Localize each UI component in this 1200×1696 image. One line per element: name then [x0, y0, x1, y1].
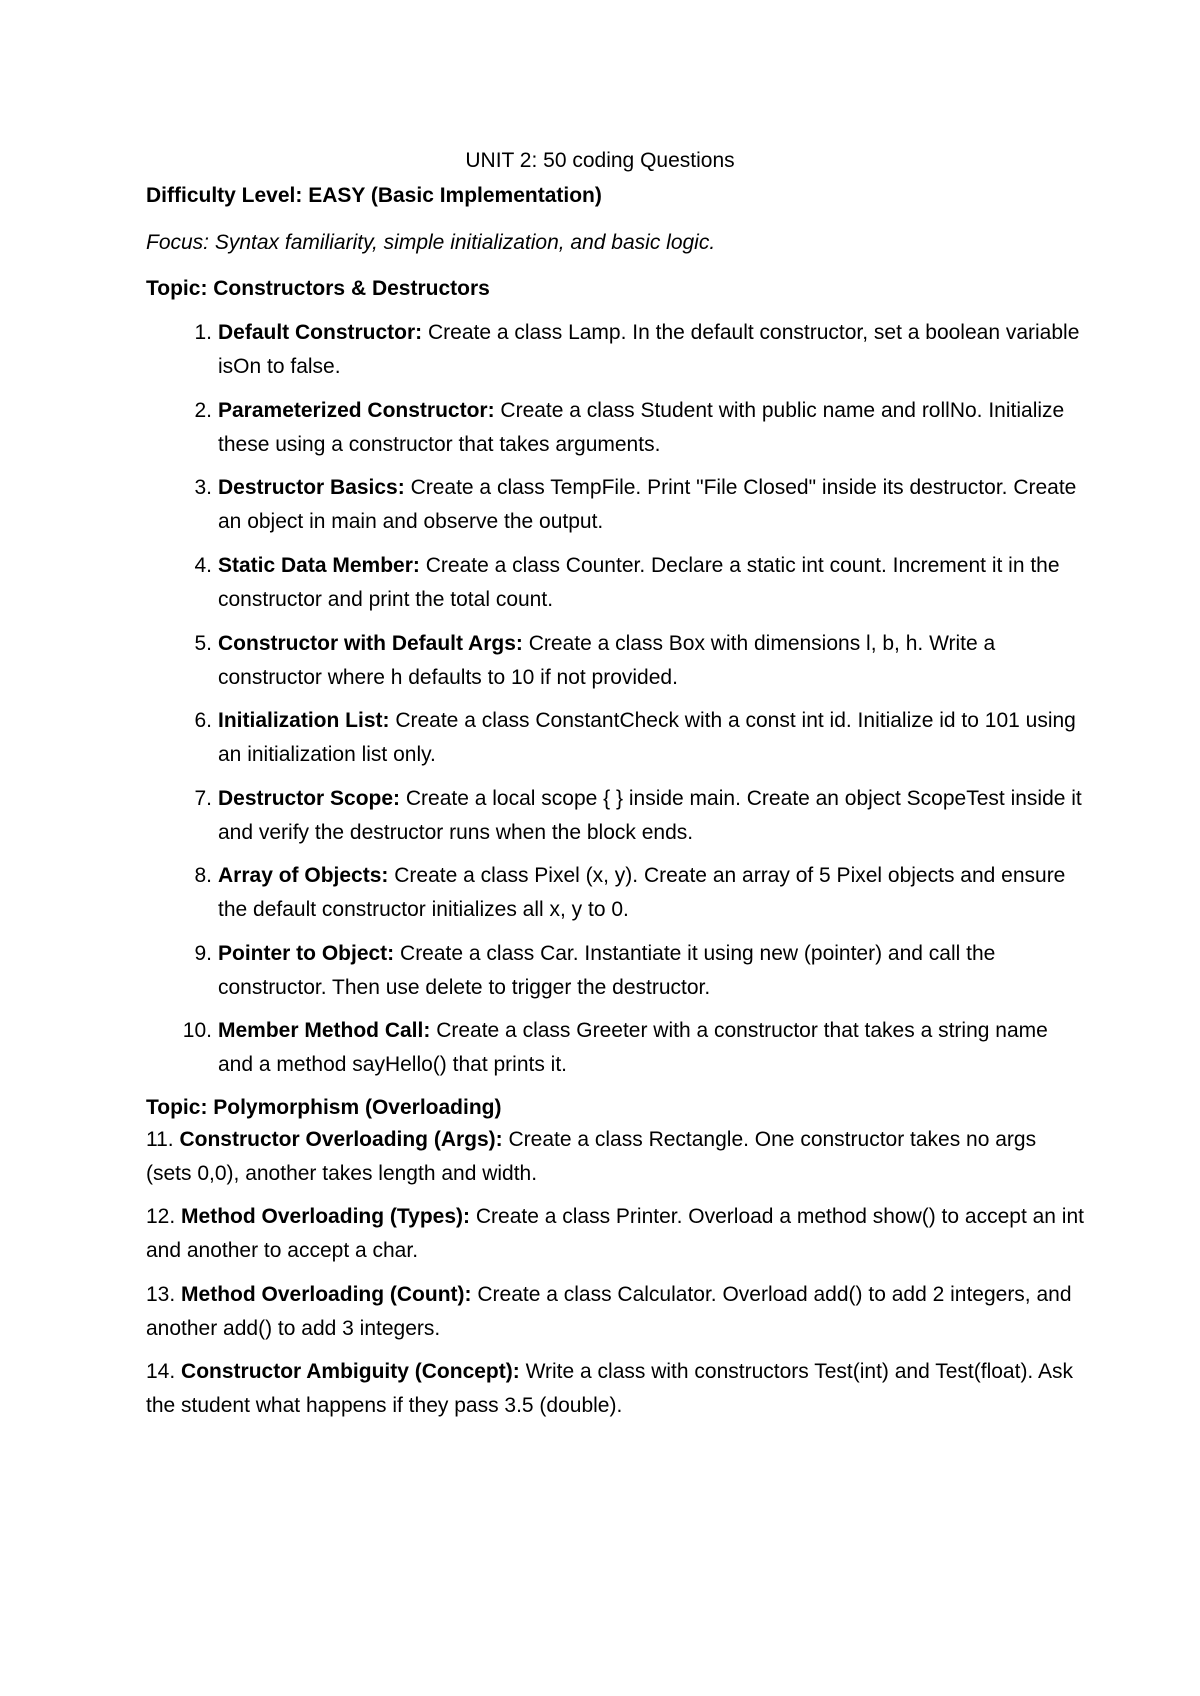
question-label: Method Overloading (Count):: [181, 1283, 472, 1306]
topic-heading-polymorphism: Topic: Polymorphism (Overloading): [146, 1096, 502, 1119]
question-text: Create a class ConstantCheck with a const int id. Initialize id to 101 using an initialization list only.: [218, 709, 1076, 766]
question-item: [146, 704, 1086, 772]
question-text: Create a class Lamp. In the default constructor, set a boolean variable isOn to false.: [218, 321, 1080, 378]
question-label: Array of Objects:: [218, 864, 389, 887]
question-paragraph: [146, 1355, 1086, 1423]
question-text: Create a class Car. Instantiate it using new (pointer) and call the constructor. Then use delete to trigger the destructor.: [218, 942, 996, 999]
question-text: Create a class Counter. Declare a static int count. Increment it in the constructor and print the total count.: [218, 554, 1060, 611]
topic-heading-constructors: Topic: Constructors & Destructors: [146, 277, 490, 300]
question-item: [146, 937, 1086, 1005]
question-number: 1.: [194, 321, 212, 344]
question-number: 4.: [194, 554, 212, 577]
question-item: [146, 316, 1086, 384]
question-label: Static Data Member:: [218, 554, 420, 577]
question-label: Destructor Basics:: [218, 476, 405, 499]
question-number: 10.: [182, 1019, 212, 1042]
question-text: Create a class TempFile. Print "File Closed" inside its destructor. Create an object in main and observe the output.: [218, 476, 1077, 533]
question-paragraph: [146, 1123, 1086, 1191]
question-item: [146, 394, 1086, 462]
question-number: 2.: [194, 399, 212, 422]
question-paragraph: [146, 1278, 1086, 1346]
question-label: Destructor Scope:: [218, 787, 401, 810]
question-label: Default Constructor:: [218, 321, 423, 344]
question-label: Constructor with Default Args:: [218, 632, 523, 655]
question-text: Create a class Printer. Overload a method show() to accept an int and another to accept a char.: [146, 1205, 1084, 1262]
question-number: 5.: [194, 632, 212, 655]
question-item: [146, 859, 1086, 927]
question-text: Create a class Box with dimensions l, b, h. Write a constructor where h defaults to 10 if not provided.: [218, 632, 996, 689]
question-number: 8.: [194, 864, 212, 887]
question-text: Create a class Rectangle. One constructor takes no args (sets 0,0), another takes length and width.: [146, 1128, 1037, 1185]
question-number: 3.: [194, 476, 212, 499]
question-label: Constructor Ambiguity (Concept):: [181, 1360, 520, 1383]
question-text: Create a local scope { } inside main. Create an object ScopeTest inside it and verify the destructor runs when the block ends.: [218, 787, 1082, 844]
question-text: Create a class Pixel (x, y). Create an array of 5 Pixel objects and ensure the default constructor initializes all x, y to 0.: [218, 864, 1066, 921]
document-title: UNIT 2: 50 coding Questions: [465, 149, 735, 172]
question-number: 12.: [146, 1205, 176, 1228]
question-label: Parameterized Constructor:: [218, 399, 495, 422]
question-text: Create a class Calculator. Overload add() to add 2 integers, and another add() to add 3 integers.: [146, 1283, 1072, 1340]
focus-line: Focus: Syntax familiarity, simple initialization, and basic logic.: [146, 231, 716, 254]
question-label: Method Overloading (Types):: [181, 1205, 471, 1228]
question-label: Initialization List:: [218, 709, 390, 732]
question-label: Constructor Overloading (Args):: [179, 1128, 503, 1151]
question-paragraph: [146, 1200, 1086, 1268]
question-item: [146, 1014, 1086, 1082]
question-number: 9.: [194, 942, 212, 965]
question-item: [146, 549, 1086, 617]
question-text: Create a class Greeter with a constructor that takes a string name and a method sayHello() that prints it.: [218, 1019, 1048, 1076]
question-number: 11.: [146, 1128, 174, 1151]
question-number: 13.: [146, 1283, 176, 1306]
question-item: [146, 782, 1086, 850]
question-label: Pointer to Object:: [218, 942, 395, 965]
question-text: Write a class with constructors Test(int) and Test(float). Ask the student what happens if they pass 3.5 (double).: [146, 1360, 1073, 1417]
question-label: Member Method Call:: [218, 1019, 431, 1042]
question-item: [146, 627, 1086, 695]
question-number: 6.: [194, 709, 212, 732]
difficulty-heading: Difficulty Level: EASY (Basic Implementation): [146, 184, 602, 207]
question-number: 7.: [194, 787, 212, 810]
question-number: 14.: [146, 1360, 176, 1383]
question-text: Create a class Student with public name and rollNo. Initialize these using a constructor that takes arguments.: [218, 399, 1065, 456]
question-item: [146, 471, 1086, 539]
